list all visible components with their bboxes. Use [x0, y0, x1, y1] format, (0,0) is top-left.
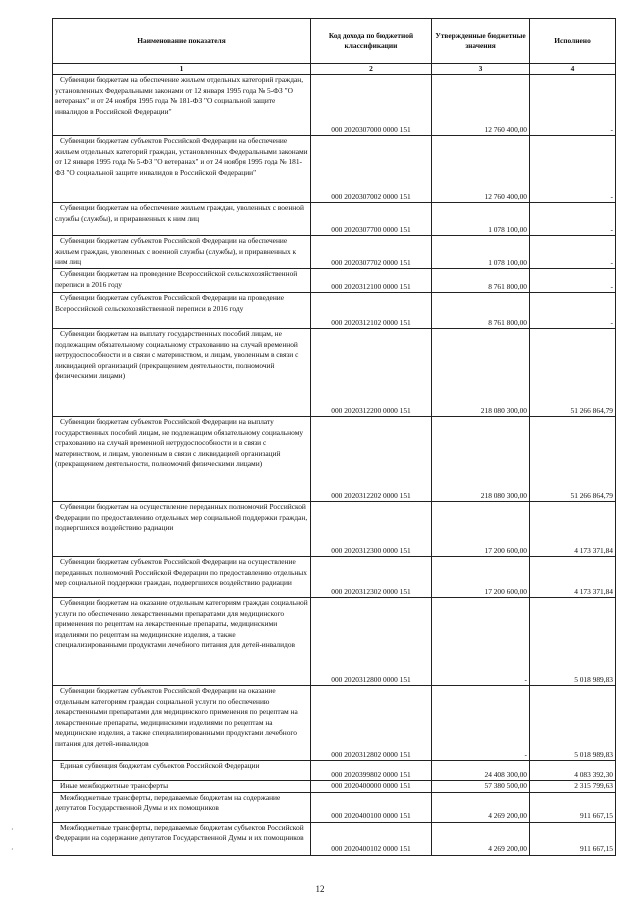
- row-name: Субвенции бюджетам на обеспечение жильем граждан, уволенных с военной службы (службы), и приравненных к ним лиц: [53, 203, 311, 236]
- row-income-code: 000 2020307002 0000 151: [311, 136, 432, 203]
- row-approved-value: 4 269 200,00: [432, 792, 530, 822]
- row-income-code: 000 2020312102 0000 151: [311, 293, 432, 329]
- column-number: 2: [311, 64, 432, 75]
- table-row: [53, 236, 616, 269]
- row-income-code: 000 2020307702 0000 151: [311, 236, 432, 269]
- margin-mark: ·: [11, 845, 14, 854]
- row-approved-value: 57 380 500,00: [432, 781, 530, 793]
- row-approved-value: -: [432, 598, 530, 686]
- header-approved-values: Утвержденные бюджетные значения: [432, 19, 530, 64]
- row-name: Субвенции бюджетам субъектов Российской Федерации на оказание отдельным категориям граждан социальной услуги по обеспечению лекарственными препаратами для медицинского применения по рецептам на лекарственные препараты, медицинскими изделиями по рецептам на медицинские изделия, а также специализированными продуктами лечебного питания для детей-инвалидов: [53, 686, 311, 761]
- table-row: [53, 417, 616, 502]
- row-approved-value: 12 760 400,00: [432, 75, 530, 136]
- row-income-code: 000 2020400102 0000 151: [311, 822, 432, 855]
- table-row: [53, 686, 616, 761]
- row-name: Субвенции бюджетам субъектов Российской Федерации на обеспечение жильем граждан, уволенных с военной службы (службы), и приравненных к ним лиц: [53, 236, 311, 269]
- row-approved-value: 218 080 300,00: [432, 329, 530, 417]
- row-income-code: 000 2020312100 0000 151: [311, 269, 432, 293]
- table-row: [53, 792, 616, 822]
- page-number: 12: [315, 884, 325, 894]
- table-row: [53, 75, 616, 136]
- row-executed-value: 4 173 371,84: [530, 557, 616, 598]
- row-approved-value: 218 080 300,00: [432, 417, 530, 502]
- budget-execution-table: [52, 18, 616, 856]
- row-approved-value: 12 760 400,00: [432, 136, 530, 203]
- row-income-code: 000 2020312200 0000 151: [311, 329, 432, 417]
- row-name: Субвенции бюджетам на обеспечение жильем отдельных категорий граждан, установленных Федеральными законами от 12 января 1995 года № 5-ФЗ "О ветеранах" и от 24 ноября 1995 года № 181-ФЗ "О социальной защите инвалидов в Российской Федерации": [53, 75, 311, 136]
- row-name: Межбюджетные трансферты, передаваемые бюджетам на содержание депутатов Государственной Думы и их помощников: [53, 792, 311, 822]
- row-income-code: 000 2020307700 0000 151: [311, 203, 432, 236]
- table-row: [53, 502, 616, 557]
- row-approved-value: 1 078 100,00: [432, 236, 530, 269]
- row-executed-value: -: [530, 136, 616, 203]
- budget-table-sheet: [52, 18, 615, 856]
- row-income-code: 000 2020312800 0000 151: [311, 598, 432, 686]
- row-executed-value: 4 083 392,30: [530, 761, 616, 781]
- table-row: [53, 269, 616, 293]
- row-executed-value: 5 018 989,83: [530, 686, 616, 761]
- row-executed-value: 4 173 371,84: [530, 502, 616, 557]
- table-row: [53, 329, 616, 417]
- row-executed-value: 51 266 864,79: [530, 417, 616, 502]
- row-approved-value: 1 078 100,00: [432, 203, 530, 236]
- header-indicator-name: Наименование показателя: [53, 19, 311, 64]
- row-name: Субвенции бюджетам на осуществление переданных полномочий Российской Федерации по предоставлению отдельных мер социальной поддержки граждан, подвергшихся воздействию радиации: [53, 502, 311, 557]
- row-name: Субвенции бюджетам субъектов Российской Федерации на выплату государственных пособий лицам, не подлежащим обязательному социальному страхованию на случай временной нетрудоспособности и в связи с материнством, и лицам, уволенным в связи с ликвидацией организаций (прекращением деятельности, полномочий физическими лицами): [53, 417, 311, 502]
- row-approved-value: 4 269 200,00: [432, 822, 530, 855]
- row-executed-value: 911 667,15: [530, 792, 616, 822]
- row-income-code: 000 2020307000 0000 151: [311, 75, 432, 136]
- table-header-row: [53, 19, 616, 64]
- row-income-code: 000 2020400000 0000 151: [311, 781, 432, 793]
- column-number: 3: [432, 64, 530, 75]
- row-executed-value: -: [530, 203, 616, 236]
- row-name: Межбюджетные трансферты, передаваемые бюджетам субъектов Российской Федерации на содержание депутатов Государственной Думы и их помощников: [53, 822, 311, 855]
- row-income-code: 000 2020312302 0000 151: [311, 557, 432, 598]
- table-row: [53, 781, 616, 793]
- row-name: Субвенции бюджетам на выплату государственных пособий лицам, не подлежащим обязательному социальному страхованию на случай временной нетрудоспособности и в связи с материнством, и лицам, уволенным в связи с ликвидацией организаций (прекращением деятельности, полномочий физическими лицами): [53, 329, 311, 417]
- table-row: [53, 598, 616, 686]
- table-row: [53, 557, 616, 598]
- row-approved-value: 24 408 300,00: [432, 761, 530, 781]
- table-row: [53, 203, 616, 236]
- row-name: Субвенции бюджетам на оказание отдельным категориям граждан социальной услуги по обеспечению лекарственными препаратами для медицинского применения по рецептам на лекарственные препараты, медицинскими изделиями по рецептам на медицинские изделия, а также специализированными продуктами лечебного питания для детей-инвалидов: [53, 598, 311, 686]
- header-income-code: Код дохода по бюджетной классификации: [311, 19, 432, 64]
- column-number: 1: [53, 64, 311, 75]
- row-executed-value: 2 315 799,63: [530, 781, 616, 793]
- row-name: Субвенции бюджетам на проведение Всероссийской сельскохозяйственной переписи в 2016 году: [53, 269, 311, 293]
- row-name: Субвенции бюджетам субъектов Российской Федерации на осуществление переданных полномочий Российской Федерации по предоставлению отдельных мер социальной поддержки граждан, подвергшихся воздействию радиации: [53, 557, 311, 598]
- row-name: Субвенции бюджетам субъектов Российской Федерации на проведение Всероссийской сельскохозяйственной переписи в 2016 году: [53, 293, 311, 329]
- row-name: Субвенции бюджетам субъектов Российской Федерации на обеспечение жильем отдельных категорий граждан, установленных Федеральными законами от 12 января 1995 года № 5-ФЗ "О ветеранах" и от 24 ноября 1995 года № 181-ФЗ "О социальной защите инвалидов в Российской Федерации": [53, 136, 311, 203]
- margin-mark: ·: [11, 825, 14, 834]
- table-row: [53, 822, 616, 855]
- column-number-row: [53, 64, 616, 75]
- table-row: [53, 761, 616, 781]
- row-name: Иные межбюджетные трансферты: [53, 781, 311, 793]
- row-name: Единая субвенция бюджетам субъектов Российской Федерации: [53, 761, 311, 781]
- row-income-code: 000 2020312802 0000 151: [311, 686, 432, 761]
- row-executed-value: -: [530, 293, 616, 329]
- row-approved-value: 8 761 800,00: [432, 269, 530, 293]
- row-income-code: 000 2020312202 0000 151: [311, 417, 432, 502]
- column-number: 4: [530, 64, 616, 75]
- row-executed-value: 5 018 989,83: [530, 598, 616, 686]
- row-approved-value: 17 200 600,00: [432, 557, 530, 598]
- table-row: [53, 136, 616, 203]
- table-row: [53, 293, 616, 329]
- row-executed-value: 51 266 864,79: [530, 329, 616, 417]
- row-income-code: 000 2020312300 0000 151: [311, 502, 432, 557]
- row-executed-value: -: [530, 236, 616, 269]
- row-approved-value: 8 761 800,00: [432, 293, 530, 329]
- row-income-code: 000 2020400100 0000 151: [311, 792, 432, 822]
- row-executed-value: -: [530, 269, 616, 293]
- row-income-code: 000 2020399802 0000 151: [311, 761, 432, 781]
- row-approved-value: -: [432, 686, 530, 761]
- row-approved-value: 17 200 600,00: [432, 502, 530, 557]
- header-executed: Исполнено: [530, 19, 616, 64]
- row-executed-value: -: [530, 75, 616, 136]
- row-executed-value: 911 667,15: [530, 822, 616, 855]
